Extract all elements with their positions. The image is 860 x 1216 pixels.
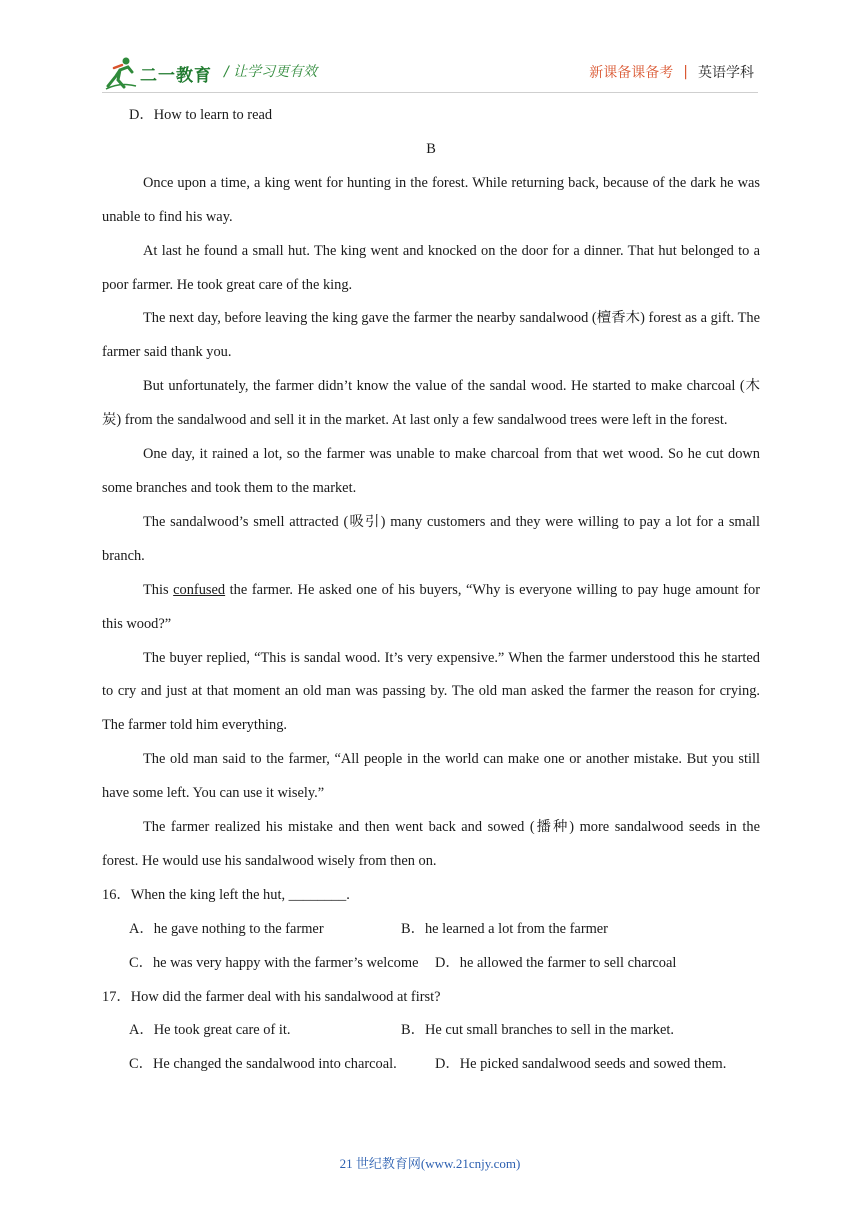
- text: This: [143, 581, 174, 598]
- page-footer: 21 世纪教育网(www.21cnjy.com): [339, 1156, 521, 1171]
- option-a: A．he gave nothing to the farmer: [129, 920, 324, 937]
- header-right: [589, 62, 754, 82]
- section-label: B: [426, 140, 436, 157]
- question-17-options-row-2: [102, 1048, 760, 1082]
- underlined-word: confused: [173, 581, 226, 598]
- paragraph: The old man said to the farmer, “All people in the world can make one or another mistake. But you still have some left. You can use it wisely.”: [102, 751, 760, 802]
- option-d: D．He picked sandalwood seeds and sowed them.: [435, 1056, 727, 1073]
- option-c: C．he was very happy with the farmer’s welcome: [129, 954, 419, 971]
- paragraph: But unfortunately, the farmer didn’t know the value of the sandal wood. He started to make charcoal (木炭) from the sandalwood and sell it in the market. At last only a few sandalwood trees were left in the forest.: [102, 378, 760, 429]
- paragraph: The farmer realized his mistake and then went back and sowed (播种) more sandalwood seeds in the forest. He would use his sandalwood wisely from then on.: [102, 819, 760, 869]
- paragraph: Once upon a time, a king went for hunting in the forest. While returning back, because of the dark he was unable to find his way.: [102, 174, 760, 225]
- question-16-options-row-1: [102, 913, 760, 947]
- option-b: B．He cut small branches to sell in the market.: [401, 1022, 674, 1039]
- header-course: 新课备课备考: [589, 65, 674, 81]
- paragraph-confused: [102, 574, 760, 642]
- text: the farmer. He asked one of his buyers, “Why is everyone willing to pay huge amount for this wood?”: [102, 581, 760, 632]
- slogan: / 让学习更有效: [224, 64, 318, 80]
- option-c: C．He changed the sandalwood into charcoal.: [129, 1056, 397, 1073]
- paragraph: The sandalwood’s smell attracted (吸引) many customers and they were willing to pay a lot for a small branch.: [102, 513, 760, 564]
- question-17-options-row-1: [102, 1014, 760, 1048]
- option-b: B．he learned a lot from the farmer: [401, 920, 608, 937]
- paragraph: The buyer replied, “This is sandal wood. It’s very expensive.” When the farmer understood this he started to cry and just at that moment an old man was passing by. The old man asked the farmer the reason for crying. The farmer told him everything.: [102, 649, 760, 734]
- paragraph: The next day, before leaving the king gave the farmer the nearby sandalwood (檀香木) forest as a gift. The farmer said thank you.: [102, 310, 760, 361]
- option-a: A．He took great care of it.: [129, 1022, 291, 1039]
- question-16-stem: 16．When the king left the hut, ________.: [102, 886, 350, 903]
- previous-option-d: D．How to learn to read: [129, 107, 273, 123]
- option-d: D．he allowed the farmer to sell charcoal: [435, 954, 677, 971]
- logo: [104, 56, 212, 90]
- paragraph: At last he found a small hut. The king went and knocked on the door for a dinner. That hut belonged to a poor farmer. He took great care of the king.: [102, 242, 760, 293]
- running-man-logo-icon: [104, 56, 138, 90]
- question-17-stem: 17．How did the farmer deal with his sandalwood at first?: [102, 988, 441, 1005]
- document-body: [102, 99, 760, 1082]
- question-16-options-row-2: [102, 947, 760, 981]
- logo-text: 二一教育: [140, 65, 212, 86]
- header-separator: |: [683, 64, 688, 80]
- page-header: [0, 0, 860, 100]
- header-divider: [102, 92, 758, 93]
- header-subject: 英语学科: [698, 65, 754, 81]
- paragraph: One day, it rained a lot, so the farmer was unable to make charcoal from that wet wood. So he cut down some branches and took them to the market.: [102, 446, 760, 496]
